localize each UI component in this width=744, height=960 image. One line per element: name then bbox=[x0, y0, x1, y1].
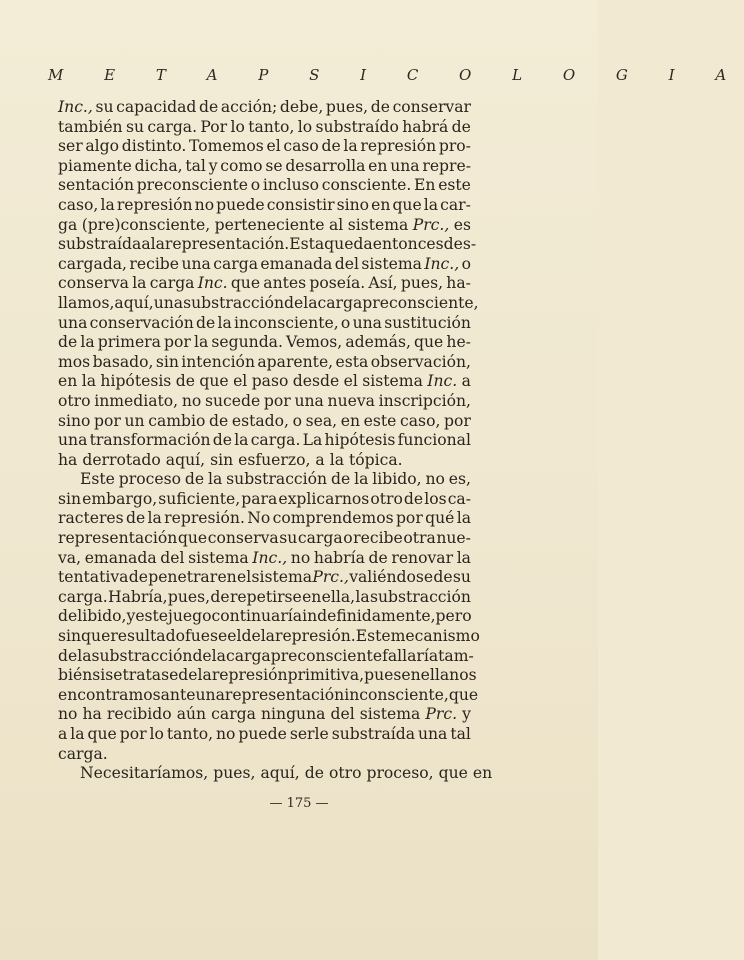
page-number: — 175 — bbox=[269, 796, 329, 811]
text-line: conserva la carga Inc. que antes poseía. Así, pues, ha- bbox=[58, 274, 471, 293]
text-line: cargada, recibe una carga emanada del sistema Inc., o bbox=[58, 254, 471, 273]
text-line: sino por un cambio de estado, o sea, en este caso, por bbox=[58, 411, 471, 430]
text-line: de la substracción de la carga preconsciente fallaría tam- bbox=[58, 646, 474, 665]
text-line: carga. Habría, pues, de repetirse en ella, la substracción bbox=[58, 587, 471, 606]
text-line: llamos, aquí, una substracción de la carga preconsciente, bbox=[58, 293, 479, 312]
text-line: carga. bbox=[58, 744, 108, 763]
text-line: ha derrotado aquí, sin esfuerzo, a la tópica. bbox=[58, 450, 403, 469]
text-line: piamente dicha, tal y como se desarrolla en una repre- bbox=[58, 156, 471, 175]
text-line: a la que por lo tanto, no puede serle substraída una tal bbox=[58, 725, 471, 743]
body-text bbox=[58, 98, 493, 784]
text-line: bién si se tratase de la represión primitiva, pues en ella nos bbox=[58, 666, 477, 685]
text-line: sin embargo, suficiente, para explicarnos otro de los ca- bbox=[58, 489, 471, 508]
text-line: también su carga. Por lo tanto, lo substraído habrá de bbox=[58, 117, 471, 136]
text-line: Este proceso de la substracción de la libido, no es, bbox=[80, 470, 471, 489]
text-line: ser algo distinto. Tomemos el caso de la represión pro- bbox=[58, 137, 471, 156]
text-line: de la primera por la segunda. Vemos, además, que he- bbox=[58, 333, 471, 352]
text-line: va, emanada del sistema Inc., no habría de renovar la bbox=[58, 548, 471, 567]
text-line: Necesitaríamos, pues, aquí, de otro proceso, que en bbox=[80, 764, 493, 783]
text-line: una transformación de la carga. La hipótesis funcional bbox=[58, 431, 471, 450]
text-line: Inc., su capacidad de acción; debe, pues, de conservar bbox=[58, 98, 471, 116]
text-line: sin que resultado fuese el de la represión. Este mecanismo bbox=[58, 627, 480, 646]
text-line: ga (pre)consciente, perteneciente al sistema Prc., es bbox=[58, 215, 471, 234]
running-head: M E T A P S I C O L O G I A bbox=[48, 66, 744, 84]
text-line: no ha recibido aún carga ninguna del sistema Prc. y bbox=[58, 705, 471, 724]
text-line: una conservación de la inconsciente, o una sustitución bbox=[58, 313, 471, 332]
text-line: representación que conserva su carga o recibe otra nue- bbox=[58, 529, 471, 548]
text-line: tentativa de penetrar en el sistema Prc., valiéndose de su bbox=[58, 568, 471, 587]
text-line: en la hipótesis de que el paso desde el sistema Inc. a bbox=[58, 372, 471, 391]
text-line: racteres de la represión. No comprendemos por qué la bbox=[58, 509, 471, 528]
text-line: mos basado, sin intención aparente, esta observación, bbox=[58, 352, 471, 371]
text-line: encontramos ante una representación inconsciente, que bbox=[58, 685, 479, 704]
text-line: caso, la represión no puede consistir sino en que la car- bbox=[58, 195, 471, 214]
text-line: substraída a la representación. Esta queda entonces des- bbox=[58, 235, 477, 254]
text-line: de libido, y este juego continuaría indefinidamente, pero bbox=[58, 607, 472, 626]
text-line: otro inmediato, no sucede por una nueva inscripción, bbox=[58, 391, 471, 410]
text-line: sentación preconsciente o incluso consciente. En este bbox=[58, 176, 471, 195]
